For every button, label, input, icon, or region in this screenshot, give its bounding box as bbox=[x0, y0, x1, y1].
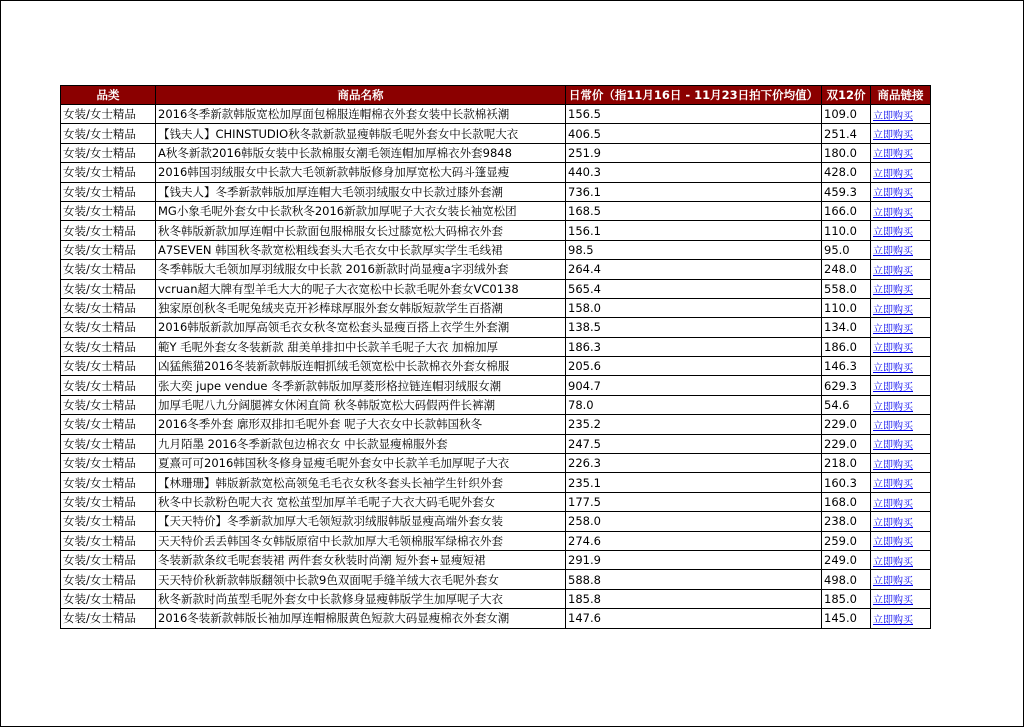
buy-now-link[interactable]: 立即购买 bbox=[873, 537, 913, 549]
buy-now-link[interactable]: 立即购买 bbox=[873, 576, 913, 588]
table-row bbox=[61, 298, 931, 317]
table-row bbox=[61, 279, 931, 298]
category-cell: 女装/女士精品 bbox=[61, 512, 156, 531]
d12-price-cell: 109.0 bbox=[822, 105, 871, 124]
product-link-cell bbox=[871, 512, 931, 531]
category-cell: 女装/女士精品 bbox=[61, 201, 156, 220]
daily-price-cell: 177.5 bbox=[566, 492, 822, 511]
product-link-cell bbox=[871, 201, 931, 220]
product-name-cell: 2016冬季外套 廓形双排扣毛呢外套 呢子大衣女中长款韩国秋冬 bbox=[156, 415, 566, 434]
daily-price-cell: 168.5 bbox=[566, 201, 822, 220]
product-link-cell bbox=[871, 221, 931, 240]
product-link-cell bbox=[871, 434, 931, 453]
product-name-cell: A7SEVEN 韩国秋冬款宽松粗线套头大毛衣女中长款厚实学生毛线裙 bbox=[156, 240, 566, 259]
product-link-cell bbox=[871, 473, 931, 492]
d12-price-cell: 229.0 bbox=[822, 415, 871, 434]
d12-price-cell: 558.0 bbox=[822, 279, 871, 298]
buy-now-link[interactable]: 立即购买 bbox=[873, 420, 913, 432]
category-cell: 女装/女士精品 bbox=[61, 143, 156, 162]
d12-price-cell: 251.4 bbox=[822, 124, 871, 143]
category-cell: 女装/女士精品 bbox=[61, 531, 156, 550]
buy-now-link[interactable]: 立即购买 bbox=[873, 440, 913, 452]
d12-price-cell: 229.0 bbox=[822, 434, 871, 453]
product-link-cell bbox=[871, 609, 931, 628]
d12-price-cell: 160.3 bbox=[822, 473, 871, 492]
product-name-cell: 2016韩版新款加厚高领毛衣女秋冬宽松套头显瘦百搭上衣学生外套潮 bbox=[156, 318, 566, 337]
product-name-cell: 冬装新款条纹毛呢套装裙 两件套女秋装时尚潮 短外套+显瘦短裙 bbox=[156, 550, 566, 569]
category-cell: 女装/女士精品 bbox=[61, 434, 156, 453]
buy-now-link[interactable]: 立即购买 bbox=[873, 246, 913, 258]
table-row bbox=[61, 473, 931, 492]
daily-price-cell: 235.2 bbox=[566, 415, 822, 434]
table-row bbox=[61, 240, 931, 259]
daily-price-cell: 158.0 bbox=[566, 298, 822, 317]
category-cell: 女装/女士精品 bbox=[61, 415, 156, 434]
table-row bbox=[61, 163, 931, 182]
buy-now-link[interactable]: 立即购买 bbox=[873, 498, 913, 510]
daily-price-cell: 264.4 bbox=[566, 260, 822, 279]
d12-price-cell: 238.0 bbox=[822, 512, 871, 531]
d12-price-cell: 180.0 bbox=[822, 143, 871, 162]
category-cell: 女装/女士精品 bbox=[61, 279, 156, 298]
category-cell: 女装/女士精品 bbox=[61, 357, 156, 376]
daily-price-cell: 251.9 bbox=[566, 143, 822, 162]
product-link-cell bbox=[871, 357, 931, 376]
d12-price-cell: 146.3 bbox=[822, 357, 871, 376]
buy-now-link[interactable]: 立即购买 bbox=[873, 517, 913, 529]
header-d12-price: 双12价 bbox=[822, 86, 871, 105]
product-name-cell: MG小象毛呢外套女中长款秋冬2016新款加厚呢子大衣女装长袖宽松团 bbox=[156, 201, 566, 220]
table-row bbox=[61, 260, 931, 279]
d12-price-cell: 249.0 bbox=[822, 550, 871, 569]
buy-now-link[interactable]: 立即购买 bbox=[873, 362, 913, 374]
product-link-cell bbox=[871, 279, 931, 298]
category-cell: 女装/女士精品 bbox=[61, 454, 156, 473]
buy-now-link[interactable]: 立即购买 bbox=[873, 285, 913, 297]
product-name-cell: 【钱夫人】CHINSTUDIO秋冬款新款显瘦韩版毛呢外套女中长款呢大衣 bbox=[156, 124, 566, 143]
daily-price-cell: 588.8 bbox=[566, 570, 822, 589]
product-link-cell bbox=[871, 376, 931, 395]
daily-price-cell: 78.0 bbox=[566, 395, 822, 414]
table-row bbox=[61, 143, 931, 162]
daily-price-cell: 247.5 bbox=[566, 434, 822, 453]
buy-now-link[interactable]: 立即购买 bbox=[873, 149, 913, 161]
table-row bbox=[61, 221, 931, 240]
product-link-cell bbox=[871, 124, 931, 143]
daily-price-cell: 291.9 bbox=[566, 550, 822, 569]
table-row bbox=[61, 434, 931, 453]
category-cell: 女装/女士精品 bbox=[61, 221, 156, 240]
category-cell: 女装/女士精品 bbox=[61, 550, 156, 569]
d12-price-cell: 428.0 bbox=[822, 163, 871, 182]
d12-price-cell: 54.6 bbox=[822, 395, 871, 414]
d12-price-cell: 629.3 bbox=[822, 376, 871, 395]
daily-price-cell: 186.3 bbox=[566, 337, 822, 356]
d12-price-cell: 186.0 bbox=[822, 337, 871, 356]
buy-now-link[interactable]: 立即购买 bbox=[873, 614, 913, 626]
d12-price-cell: 110.0 bbox=[822, 298, 871, 317]
d12-price-cell: 166.0 bbox=[822, 201, 871, 220]
product-name-cell: 秋冬新款时尚茧型毛呢外套女中长款修身显瘦韩版学生加厚呢子大衣 bbox=[156, 589, 566, 608]
d12-price-cell: 498.0 bbox=[822, 570, 871, 589]
product-name-cell: 秋冬韩版新款加厚连帽中长款面包服棉服女长过膝宽松大码棉衣外套 bbox=[156, 221, 566, 240]
category-cell: 女装/女士精品 bbox=[61, 163, 156, 182]
table-row bbox=[61, 201, 931, 220]
buy-now-link[interactable]: 立即购买 bbox=[873, 207, 913, 219]
product-link-cell bbox=[871, 570, 931, 589]
table-row bbox=[61, 105, 931, 124]
product-link-cell bbox=[871, 240, 931, 259]
category-cell: 女装/女士精品 bbox=[61, 395, 156, 414]
buy-now-link[interactable]: 立即购买 bbox=[873, 401, 913, 413]
table-row bbox=[61, 182, 931, 201]
d12-price-cell: 95.0 bbox=[822, 240, 871, 259]
table-row bbox=[61, 124, 931, 143]
d12-price-cell: 185.0 bbox=[822, 589, 871, 608]
buy-now-link[interactable]: 立即购买 bbox=[873, 479, 913, 491]
product-name-cell: 2016韩国羽绒服女中长款大毛领新款韩版修身加厚宽松大码斗篷显瘦 bbox=[156, 163, 566, 182]
table-row bbox=[61, 531, 931, 550]
d12-price-cell: 248.0 bbox=[822, 260, 871, 279]
category-cell: 女装/女士精品 bbox=[61, 473, 156, 492]
daily-price-cell: 235.1 bbox=[566, 473, 822, 492]
table-row bbox=[61, 492, 931, 511]
daily-price-cell: 156.1 bbox=[566, 221, 822, 240]
d12-price-cell: 110.0 bbox=[822, 221, 871, 240]
daily-price-cell: 205.6 bbox=[566, 357, 822, 376]
table-row bbox=[61, 318, 931, 337]
product-link-cell bbox=[871, 182, 931, 201]
table-row bbox=[61, 609, 931, 628]
header-category: 品类 bbox=[61, 86, 156, 105]
product-name-cell: 天天特价秋新款韩版翻领中长款9色双面呢手缝羊绒大衣毛呢外套女 bbox=[156, 570, 566, 589]
buy-now-link[interactable]: 立即购买 bbox=[873, 556, 913, 568]
product-name-cell: 夏熹可可2016韩国秋冬修身显瘦毛呢外套女中长款羊毛加厚呢子大衣 bbox=[156, 454, 566, 473]
buy-now-link[interactable]: 立即购买 bbox=[873, 130, 913, 142]
buy-now-link[interactable]: 立即购买 bbox=[873, 188, 913, 200]
category-cell: 女装/女士精品 bbox=[61, 105, 156, 124]
product-name-cell: 加厚毛呢八九分阔腿裤女休闲直筒 秋冬韩版宽松大码假两件长裤潮 bbox=[156, 395, 566, 414]
product-link-cell bbox=[871, 415, 931, 434]
d12-price-cell: 259.0 bbox=[822, 531, 871, 550]
buy-now-link[interactable]: 立即购买 bbox=[873, 343, 913, 355]
table-row bbox=[61, 550, 931, 569]
d12-price-cell: 145.0 bbox=[822, 609, 871, 628]
product-link-cell bbox=[871, 337, 931, 356]
table-row bbox=[61, 337, 931, 356]
product-name-cell: 【天天特价】冬季新款加厚大毛领短款羽绒服韩版显瘦高端外套女装 bbox=[156, 512, 566, 531]
category-cell: 女装/女士精品 bbox=[61, 337, 156, 356]
daily-price-cell: 226.3 bbox=[566, 454, 822, 473]
header-product-link: 商品链接 bbox=[871, 86, 931, 105]
product-name-cell: 九月陌墨 2016冬季新款包边棉衣女 中长款显瘦棉服外套 bbox=[156, 434, 566, 453]
daily-price-cell: 565.4 bbox=[566, 279, 822, 298]
daily-price-cell: 138.5 bbox=[566, 318, 822, 337]
table-row bbox=[61, 589, 931, 608]
category-cell: 女装/女士精品 bbox=[61, 570, 156, 589]
table-row bbox=[61, 512, 931, 531]
product-name-cell: 【林珊珊】韩版新款宽松高领兔毛毛衣女秋冬套头长袖学生针织外套 bbox=[156, 473, 566, 492]
product-name-cell: 【钱夫人】冬季新款韩版加厚连帽大毛领羽绒服女中长款过膝外套潮 bbox=[156, 182, 566, 201]
product-name-cell: 2016冬装新款韩版长袖加厚连帽棉服黄色短款大码显瘦棉衣外套女潮 bbox=[156, 609, 566, 628]
product-name-cell: 独家原创秋冬毛呢兔绒夹克开衫棒球厚服外套女韩版短款学生百搭潮 bbox=[156, 298, 566, 317]
daily-price-cell: 274.6 bbox=[566, 531, 822, 550]
daily-price-cell: 147.6 bbox=[566, 609, 822, 628]
table-row bbox=[61, 415, 931, 434]
buy-now-link[interactable]: 立即购买 bbox=[873, 110, 913, 122]
d12-price-cell: 168.0 bbox=[822, 492, 871, 511]
category-cell: 女装/女士精品 bbox=[61, 589, 156, 608]
product-link-cell bbox=[871, 163, 931, 182]
category-cell: 女装/女士精品 bbox=[61, 298, 156, 317]
buy-now-link[interactable]: 立即购买 bbox=[873, 459, 913, 471]
product-name-cell: 天天特价丢丢韩国冬女韩版原宿中长款加厚大毛领棉服军绿棉衣外套 bbox=[156, 531, 566, 550]
category-cell: 女装/女士精品 bbox=[61, 240, 156, 259]
daily-price-cell: 904.7 bbox=[566, 376, 822, 395]
table-row bbox=[61, 357, 931, 376]
buy-now-link[interactable]: 立即购买 bbox=[873, 323, 913, 335]
product-link-cell bbox=[871, 454, 931, 473]
product-name-cell: 凶猛熊猫2016冬装新款韩版连帽抓绒毛领宽松中长款棉衣外套女棉服 bbox=[156, 357, 566, 376]
daily-price-cell: 406.5 bbox=[566, 124, 822, 143]
buy-now-link[interactable]: 立即购买 bbox=[873, 168, 913, 180]
daily-price-cell: 440.3 bbox=[566, 163, 822, 182]
daily-price-cell: 736.1 bbox=[566, 182, 822, 201]
product-link-cell bbox=[871, 143, 931, 162]
buy-now-link[interactable]: 立即购买 bbox=[873, 382, 913, 394]
d12-price-cell: 218.0 bbox=[822, 454, 871, 473]
product-name-cell: A秋冬新款2016韩版女装中长款棉服女潮毛领连帽加厚棉衣外套9848 bbox=[156, 143, 566, 162]
daily-price-cell: 156.5 bbox=[566, 105, 822, 124]
header-row bbox=[61, 86, 931, 105]
category-cell: 女装/女士精品 bbox=[61, 492, 156, 511]
d12-price-cell: 134.0 bbox=[822, 318, 871, 337]
buy-now-link[interactable]: 立即购买 bbox=[873, 265, 913, 277]
product-name-cell: 冬季韩版大毛领加厚羽绒服女中长款 2016新款时尚显瘦a字羽绒外套 bbox=[156, 260, 566, 279]
category-cell: 女装/女士精品 bbox=[61, 260, 156, 279]
table-row bbox=[61, 454, 931, 473]
product-link-cell bbox=[871, 492, 931, 511]
buy-now-link[interactable]: 立即购买 bbox=[873, 227, 913, 239]
table-row bbox=[61, 376, 931, 395]
daily-price-cell: 258.0 bbox=[566, 512, 822, 531]
product-link-cell bbox=[871, 260, 931, 279]
daily-price-cell: 185.8 bbox=[566, 589, 822, 608]
table-body bbox=[61, 105, 931, 629]
product-name-cell: 张大奕 jupe vendue 冬季新款韩版加厚菱形格拉链连帽羽绒服女潮 bbox=[156, 376, 566, 395]
category-cell: 女装/女士精品 bbox=[61, 609, 156, 628]
product-link-cell bbox=[871, 395, 931, 414]
product-link-cell bbox=[871, 298, 931, 317]
d12-price-cell: 459.3 bbox=[822, 182, 871, 201]
product-name-cell: 2016冬季新款韩版宽松加厚面包棉服连帽棉衣外套女装中长款棉袄潮 bbox=[156, 105, 566, 124]
category-cell: 女装/女士精品 bbox=[61, 376, 156, 395]
category-cell: 女装/女士精品 bbox=[61, 124, 156, 143]
buy-now-link[interactable]: 立即购买 bbox=[873, 595, 913, 607]
product-name-cell: vcruan超大牌有型羊毛大大的呢子大衣宽松中长款毛呢外套女VC0138 bbox=[156, 279, 566, 298]
product-name-cell: 範Y 毛呢外套女冬装新款 甜美单排扣中长款羊毛呢子大衣 加棉加厚 bbox=[156, 337, 566, 356]
category-cell: 女装/女士精品 bbox=[61, 182, 156, 201]
header-daily-price: 日常价（指11月16日 - 11月23日拍下价均值） bbox=[566, 86, 822, 105]
header-product-name: 商品名称 bbox=[156, 86, 566, 105]
product-table bbox=[60, 85, 931, 629]
table-row bbox=[61, 570, 931, 589]
product-link-cell bbox=[871, 531, 931, 550]
table-row bbox=[61, 395, 931, 414]
product-link-cell bbox=[871, 550, 931, 569]
product-link-cell bbox=[871, 105, 931, 124]
daily-price-cell: 98.5 bbox=[566, 240, 822, 259]
category-cell: 女装/女士精品 bbox=[61, 318, 156, 337]
product-name-cell: 秋冬中长款粉色呢大衣 宽松茧型加厚羊毛呢子大衣大码毛呢外套女 bbox=[156, 492, 566, 511]
buy-now-link[interactable]: 立即购买 bbox=[873, 304, 913, 316]
product-link-cell bbox=[871, 589, 931, 608]
product-link-cell bbox=[871, 318, 931, 337]
